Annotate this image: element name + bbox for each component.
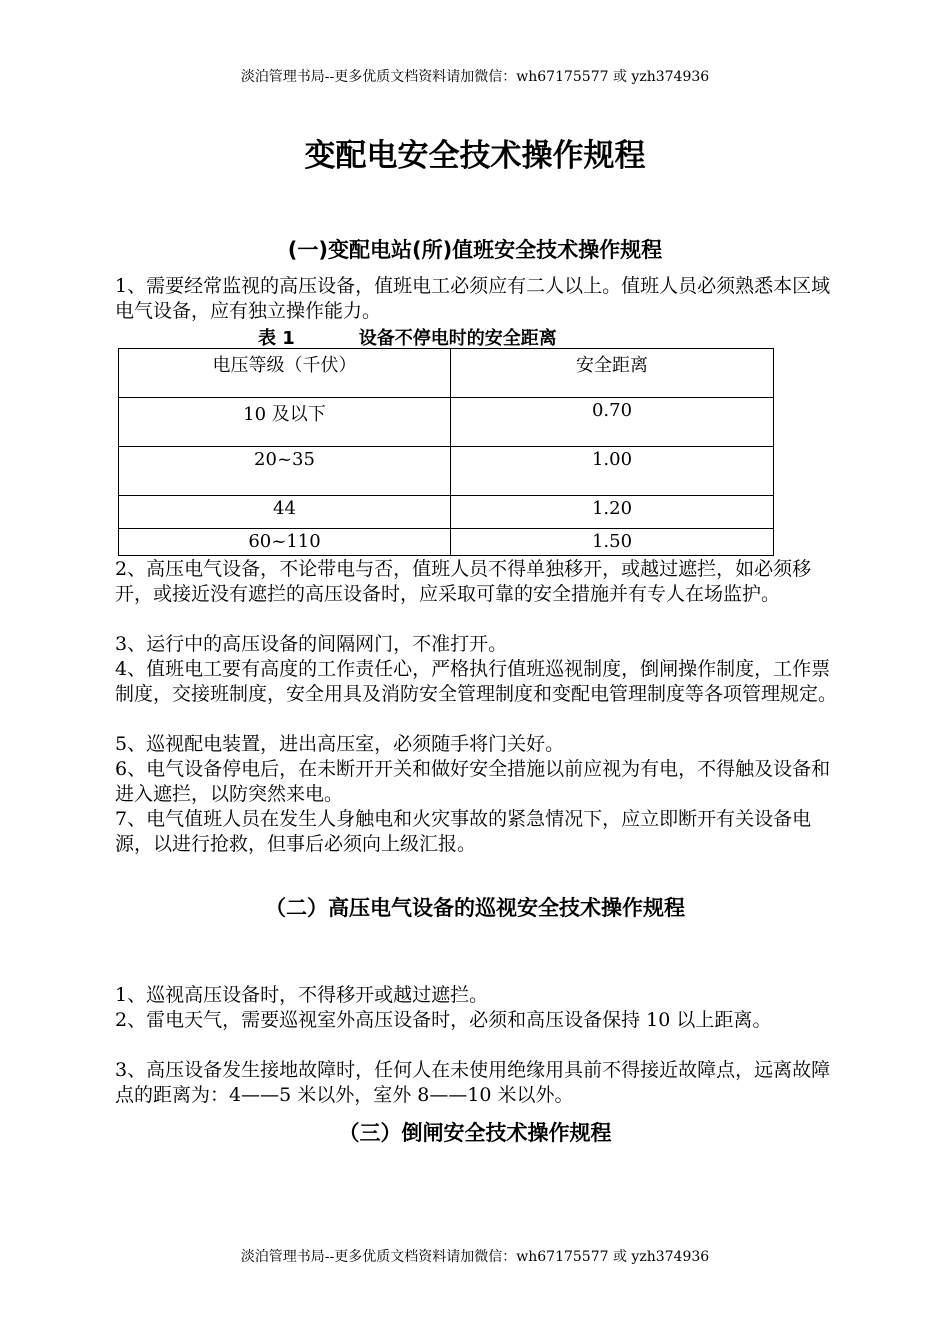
table-cell: 1.00 <box>451 447 774 496</box>
table-row <box>119 447 774 496</box>
table-header-row <box>119 349 774 398</box>
section-1-paragraph-2: 2、高压电气设备，不论带电与否，值班人员不得单独移开，或越过遮拦，如必须移开，或接近没有遮拦的高压设备时，应采取可靠的安全措施并有专人在场监护。 <box>115 558 812 605</box>
table-cell: 10 及以下 <box>119 398 451 447</box>
table-cell: 1.20 <box>451 496 774 529</box>
table-caption <box>258 324 557 350</box>
table-row <box>119 496 774 529</box>
page-header: 淡泊管理书局--更多优质文档资料请加微信：wh67175577 或 yzh374936 <box>240 69 710 85</box>
safety-distance-table <box>118 348 774 556</box>
section-3-heading: （三）倒闸安全技术操作规程 <box>338 1121 612 1145</box>
section-1-paragraph-7: 7、电气值班人员在发生人身触电和火灾事故的紧急情况下，应立即断开有关设备电源，以进行抢救，但事后必须向上级汇报。 <box>115 808 812 855</box>
section-1-heading: (一)变配电站(所)值班安全技术操作规程 <box>287 238 663 262</box>
section-2-paragraph-1: 1、巡视高压设备时，不得移开或越过遮拦。 <box>115 984 489 1006</box>
page-footer: 淡泊管理书局--更多优质文档资料请加微信：wh67175577 或 yzh374936 <box>240 1249 710 1265</box>
table-caption-number: 表 1 <box>258 328 295 349</box>
table-header-cell: 安全距离 <box>451 349 774 398</box>
section-1-paragraph-6: 6、电气设备停电后，在未断开开关和做好安全措施以前应视为有电，不得触及设备和进入遮拦，以防突然来电。 <box>115 758 831 805</box>
table-cell: 60~110 <box>119 529 451 556</box>
section-1-paragraph-1: 1、需要经常监视的高压设备，值班电工必须应有二人以上。值班人员必须熟悉本区域电气设备，应有独立操作能力。 <box>115 275 831 322</box>
section-1-paragraph-5: 5、巡视配电装置，进出高压室，必须随手将门关好。 <box>115 733 565 755</box>
table-cell: 20~35 <box>119 447 451 496</box>
table-row <box>119 398 774 447</box>
section-1-paragraph-3: 3、运行中的高压设备的间隔网门，不准打开。 <box>115 633 508 655</box>
table-row <box>119 529 774 556</box>
table-caption-text: 设备不停电时的安全距离 <box>358 328 557 349</box>
table-cell: 1.50 <box>451 529 774 556</box>
table-cell: 44 <box>119 496 451 529</box>
section-2-paragraph-3: 3、高压设备发生接地故障时，任何人在未使用绝缘用具前不得接近故障点，远离故障点的距离为：4——5 米以外，室外 8——10 米以外。 <box>115 1059 831 1106</box>
section-1-paragraph-4: 4、值班电工要有高度的工作责任心，严格执行值班巡视制度，倒闸操作制度，工作票制度，交接班制度，安全用具及消防安全管理制度和变配电管理制度等各项管理规定。 <box>115 658 838 705</box>
document-title: 变配电安全技术操作规程 <box>304 138 646 174</box>
table-cell: 0.70 <box>451 398 774 447</box>
section-2-heading: （二）高压电气设备的巡视安全技术操作规程 <box>265 896 685 920</box>
table-header-cell: 电压等级（千伏） <box>119 349 451 398</box>
section-2-paragraph-2: 2、雷电天气，需要巡视室外高压设备时，必须和高压设备保持 10 以上距离。 <box>115 1009 772 1031</box>
